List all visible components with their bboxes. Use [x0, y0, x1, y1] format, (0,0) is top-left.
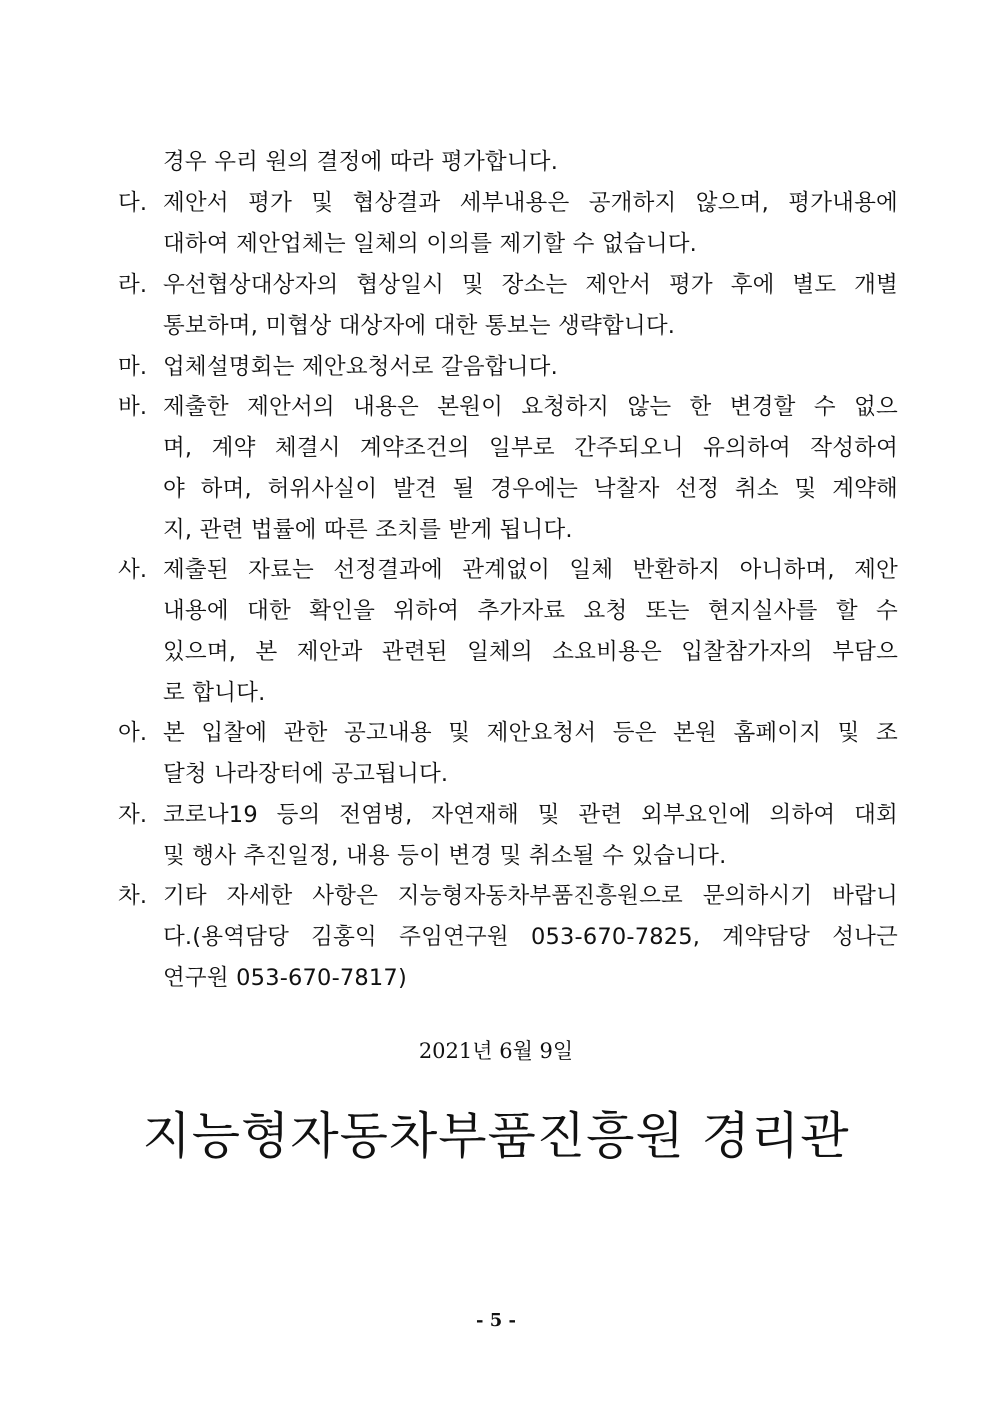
- item-marker: 마.: [118, 354, 148, 380]
- item-marker: 아.: [118, 720, 148, 746]
- item-text-continuation: 있으며, 본 제안과 관련된 일체의 소요비용은 입찰참가자의 부담으: [163, 639, 899, 665]
- item-text: 제출한 제안서의 내용은 본원이 요청하지 않는 한 변경할 수 없으: [163, 394, 898, 420]
- item-text-continuation: 내용에 대한 확인을 위하여 추가자료 요청 또는 현지실사를 할 수: [163, 598, 898, 624]
- list-item: [118, 270, 898, 300]
- item-text: 제안서 평가 및 협상결과 세부내용은 공개하지 않으며, 평가내용에: [163, 190, 898, 216]
- signer-title: 지능형자동차부품진흥원 경리관: [142, 1107, 850, 1165]
- list-item: [118, 800, 898, 830]
- list-item: [118, 555, 898, 585]
- item-text-continuation: 야 하며, 허위사실이 발견 될 경우에는 낙찰자 선정 취소 및 계약해: [163, 476, 898, 502]
- item-text-continuation: 며, 계약 체결시 계약조건의 일부로 간주되오니 유의하여 작성하여: [163, 435, 898, 461]
- item-text: 기타 자세한 사항은 지능형자동차부품진흥원으로 문의하시기 바랍니: [163, 883, 898, 909]
- item-marker: 차.: [118, 883, 148, 909]
- item-text-continuation: 대하여 제안업체는 일체의 이의를 제기할 수 없습니다.: [163, 231, 698, 257]
- item-marker: 자.: [118, 802, 148, 828]
- item-text: 제출된 자료는 선정결과에 관계없이 일체 반환하지 아니하며, 제안: [163, 557, 898, 583]
- item-text: 본 입찰에 관한 공고내용 및 제안요청서 등은 본원 홈페이지 및 조: [163, 720, 898, 746]
- intro-continuation: 경우 우리 원의 결정에 따라 평가합니다.: [163, 149, 559, 175]
- item-marker: 사.: [118, 557, 148, 583]
- item-text-continuation: 연구원 053-670-7817): [163, 965, 407, 991]
- item-text-continuation: 다.(용역담당 김홍익 주임연구원 053-670-7825, 계약담당 성나근: [163, 924, 898, 950]
- page-number: - 5 -: [476, 1310, 516, 1331]
- item-text-continuation: 지, 관련 법률에 따른 조치를 받게 됩니다.: [163, 517, 573, 543]
- list-item: [118, 352, 898, 382]
- item-text-continuation: 및 행사 추진일정, 내용 등이 변경 및 취소될 수 있습니다.: [163, 843, 727, 869]
- item-text: 업체설명회는 제안요청서로 갈음합니다.: [163, 354, 558, 380]
- item-text-continuation: 로 합니다.: [163, 680, 266, 706]
- item-marker: 라.: [118, 272, 148, 298]
- item-text-continuation: 통보하며, 미협상 대상자에 대한 통보는 생략합니다.: [163, 313, 676, 339]
- item-marker: 바.: [118, 394, 148, 420]
- document-date: 2021년 6월 9일: [418, 1039, 574, 1063]
- item-text-continuation: 달청 나라장터에 공고됩니다.: [163, 761, 449, 787]
- item-text: 우선협상대상자의 협상일시 및 장소는 제안서 평가 후에 별도 개별: [163, 272, 898, 298]
- list-item: [118, 718, 898, 748]
- list-item: [118, 392, 898, 422]
- list-item: [118, 881, 898, 911]
- item-text: 코로나19 등의 전염병, 자연재해 및 관련 외부요인에 의하여 대회: [163, 802, 898, 828]
- item-marker: 다.: [118, 190, 148, 216]
- list-item: [118, 188, 898, 218]
